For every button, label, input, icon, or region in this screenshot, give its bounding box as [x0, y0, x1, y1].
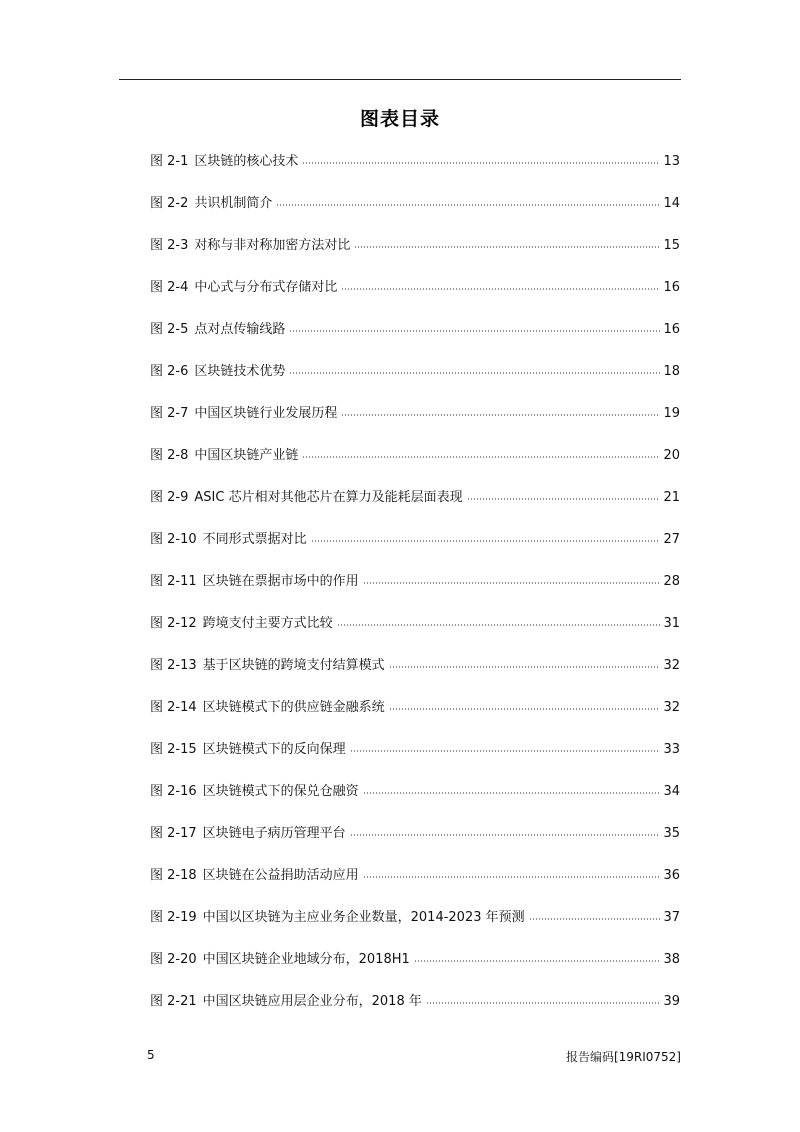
toc-label — [150, 318, 285, 337]
toc-entry[interactable] — [150, 738, 680, 780]
toc-entry-number: 图 2-5 — [150, 322, 189, 337]
toc-label — [150, 822, 346, 841]
toc-entry-title: 对称与非对称加密方法对比 — [194, 238, 351, 253]
toc-label — [150, 528, 307, 547]
toc-entry-page: 39 — [663, 994, 680, 1009]
dot-leader — [289, 372, 660, 374]
toc-entry-title: 中国区块链行业发展历程 — [194, 406, 338, 421]
toc-entry-page: 16 — [663, 322, 680, 337]
toc-entry-page: 36 — [663, 868, 680, 883]
toc-entry-page: 32 — [663, 700, 680, 715]
dot-leader — [350, 834, 660, 836]
toc-entry-title: ASIC 芯片相对其他芯片在算力及能耗层面表现 — [194, 490, 463, 505]
toc-label — [150, 234, 350, 253]
toc-entry-number: 图 2-16 — [150, 784, 197, 799]
toc-entry[interactable] — [150, 360, 680, 402]
toc-label — [150, 150, 298, 169]
toc-entry-title: 区块链电子病历管理平台 — [202, 826, 346, 841]
toc-entry-title: 区块链在票据市场中的作用 — [202, 574, 359, 589]
toc-entry-title: 不同形式票据对比 — [202, 532, 307, 547]
toc-entry-number: 图 2-18 — [150, 868, 197, 883]
toc-entry-page: 27 — [663, 532, 680, 547]
dot-leader — [337, 624, 660, 626]
toc-label — [150, 276, 337, 295]
toc-label — [150, 696, 385, 715]
toc-entry[interactable] — [150, 906, 680, 948]
toc-entry-number: 图 2-3 — [150, 238, 189, 253]
toc-entry-page: 16 — [663, 280, 680, 295]
toc-entry-page: 21 — [663, 490, 680, 505]
toc-entry[interactable] — [150, 150, 680, 192]
toc-entry-title: 中国区块链产业链 — [194, 448, 299, 463]
toc-entry-number: 图 2-20 — [150, 952, 197, 967]
toc-entry-title: 中国区块链企业地域分布，2018H1 — [202, 952, 410, 967]
toc-entry-title: 基于区块链的跨境支付结算模式 — [202, 658, 385, 673]
toc-entry-title: 区块链模式下的供应链金融系统 — [202, 700, 385, 715]
toc-entry-number: 图 2-8 — [150, 448, 189, 463]
toc-label — [150, 780, 359, 799]
toc-label — [150, 402, 337, 421]
toc-entry-page: 34 — [663, 784, 680, 799]
toc-entry[interactable] — [150, 276, 680, 318]
dot-leader — [341, 414, 660, 416]
dot-leader — [341, 288, 660, 290]
toc-entry-page: 28 — [663, 574, 680, 589]
toc-entry-page: 37 — [663, 910, 680, 925]
dot-leader — [289, 330, 660, 332]
toc-entry-page: 14 — [663, 196, 680, 211]
toc-label — [150, 738, 346, 757]
toc-label — [150, 192, 272, 211]
toc-label — [150, 570, 359, 589]
toc-label — [150, 906, 525, 925]
toc-entry-number: 图 2-13 — [150, 658, 197, 673]
toc-entry-page: 32 — [663, 658, 680, 673]
toc-entry-page: 13 — [663, 154, 680, 169]
toc-entry-number: 图 2-15 — [150, 742, 197, 757]
dot-leader — [363, 582, 660, 584]
toc-entry[interactable] — [150, 192, 680, 234]
toc-label — [150, 948, 410, 967]
dot-leader — [302, 162, 660, 164]
header-rule — [119, 79, 681, 80]
toc-entry-page: 18 — [663, 364, 680, 379]
toc-entry-page: 20 — [663, 448, 680, 463]
dot-leader — [363, 876, 660, 878]
toc-entry[interactable] — [150, 864, 680, 906]
toc-entry-page: 31 — [663, 616, 680, 631]
toc-label — [150, 444, 298, 463]
toc-entry-title: 区块链的核心技术 — [194, 154, 299, 169]
toc-entry[interactable] — [150, 402, 680, 444]
toc-entry-page: 35 — [663, 826, 680, 841]
dot-leader — [467, 498, 660, 500]
dot-leader — [276, 204, 660, 206]
toc-entry-title: 共识机制简介 — [194, 196, 273, 211]
toc-entry[interactable] — [150, 612, 680, 654]
dot-leader — [311, 540, 660, 542]
toc-entry-number: 图 2-12 — [150, 616, 197, 631]
dot-leader — [354, 246, 660, 248]
toc-entry-number: 图 2-14 — [150, 700, 197, 715]
toc-entry-title: 中国以区块链为主应业务企业数量，2014-2023 年预测 — [202, 910, 525, 925]
toc-label — [150, 360, 285, 379]
page-title: 图表目录 — [359, 108, 440, 130]
toc-entry-title: 中心式与分布式存储对比 — [194, 280, 338, 295]
toc-entry[interactable] — [150, 948, 680, 990]
toc-entry-title: 区块链技术优势 — [194, 364, 286, 379]
figure-list — [150, 150, 680, 1032]
toc-entry-number: 图 2-4 — [150, 280, 189, 295]
toc-label — [150, 486, 463, 505]
dot-leader — [529, 918, 660, 920]
footer-page-number: 5 — [147, 1048, 155, 1062]
toc-entry-number: 图 2-21 — [150, 994, 197, 1009]
toc-entry-number: 图 2-9 — [150, 490, 189, 505]
dot-leader — [389, 666, 660, 668]
toc-entry-number: 图 2-17 — [150, 826, 197, 841]
toc-entry-title: 区块链模式下的保兑仓融资 — [202, 784, 359, 799]
toc-entry-number: 图 2-6 — [150, 364, 189, 379]
toc-entry-number: 图 2-19 — [150, 910, 197, 925]
toc-entry[interactable] — [150, 822, 680, 864]
toc-entry[interactable] — [150, 696, 680, 738]
toc-entry[interactable] — [150, 318, 680, 360]
toc-entry[interactable] — [150, 570, 680, 612]
toc-entry[interactable] — [150, 486, 680, 528]
toc-entry-title: 区块链模式下的反向保理 — [202, 742, 346, 757]
toc-entry-title: 中国区块链应用层企业分布，2018 年 — [202, 994, 422, 1009]
toc-entry-number: 图 2-7 — [150, 406, 189, 421]
toc-label — [150, 864, 359, 883]
footer-report-code: 报告编码[19RI0752] — [565, 1050, 681, 1064]
toc-entry[interactable] — [150, 654, 680, 696]
toc-entry[interactable] — [150, 528, 680, 570]
toc-entry-page: 19 — [663, 406, 680, 421]
dot-leader — [350, 750, 660, 752]
dot-leader — [363, 792, 660, 794]
toc-entry[interactable] — [150, 780, 680, 822]
toc-label — [150, 612, 333, 631]
toc-entry-title: 区块链在公益捐助活动应用 — [202, 868, 359, 883]
toc-entry[interactable] — [150, 990, 680, 1032]
dot-leader — [414, 960, 660, 962]
toc-entry-page: 33 — [663, 742, 680, 757]
toc-entry[interactable] — [150, 444, 680, 486]
toc-entry-number: 图 2-1 — [150, 154, 189, 169]
dot-leader — [426, 1002, 660, 1004]
dot-leader — [302, 456, 660, 458]
toc-entry-page: 38 — [663, 952, 680, 967]
toc-entry-number: 图 2-10 — [150, 532, 197, 547]
toc-entry-title: 跨境支付主要方式比较 — [202, 616, 333, 631]
toc-entry[interactable] — [150, 234, 680, 276]
toc-entry-title: 点对点传输线路 — [194, 322, 286, 337]
toc-label — [150, 654, 385, 673]
toc-label — [150, 990, 422, 1009]
toc-entry-page: 15 — [663, 238, 680, 253]
toc-entry-number: 图 2-11 — [150, 574, 197, 589]
dot-leader — [389, 708, 660, 710]
toc-entry-number: 图 2-2 — [150, 196, 189, 211]
